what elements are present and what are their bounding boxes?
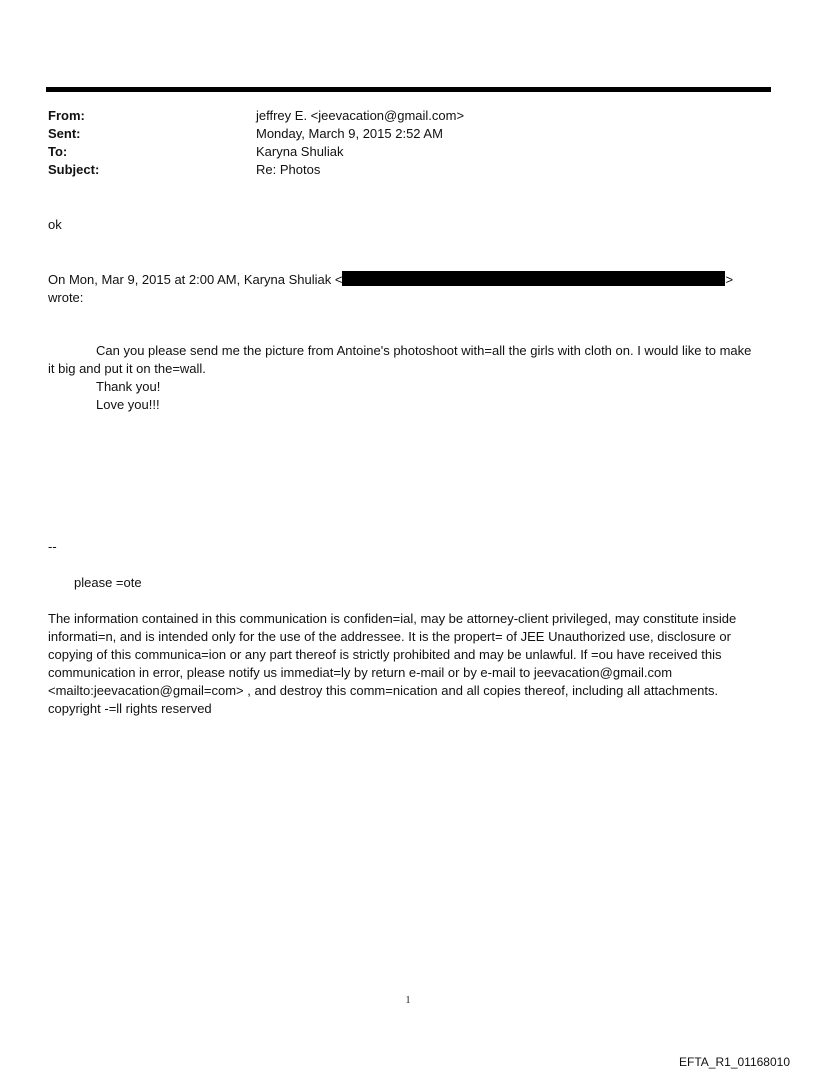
- signature-separator: --: [48, 539, 57, 554]
- quote-intro-end: >: [725, 272, 734, 287]
- quoted-line: Thank you!: [96, 379, 161, 394]
- confidentiality-disclaimer: The information contained in this communication is confiden=ial, may be attorney-client privileged, may constitute inside informati=n, and is intended only for the use of the addressee. It is the propert= of JEE Unauthorized use, disclosure or copying of this communica=ion or any part thereof is strictly prohibited and may be unlawful. If =ou have received this communication in error, please notify us immediat=ly by return e-mail or by e-mail to jeevacation@gmail.com <mailto:jeevacation@gmail=com> , and destroy this comm=nication and all copies thereof, including all attachments. copyright -=ll rights reserved: [48, 611, 737, 716]
- from-label: From:: [48, 108, 85, 123]
- page-number: 1: [405, 995, 411, 1006]
- subject-row: [48, 161, 748, 179]
- subject-label: Subject:: [48, 162, 100, 177]
- quote-intro-start: On Mon, Mar 9, 2015 at 2:00 AM, Karyna Shuliak <: [48, 272, 343, 287]
- redaction-bar: [342, 271, 725, 286]
- quote-intro-wrote: wrote:: [48, 290, 84, 305]
- from-row: [48, 107, 748, 125]
- bates-number: EFTA_R1_01168010: [679, 1055, 790, 1069]
- email-header: [48, 107, 748, 179]
- quoted-message: [48, 342, 760, 414]
- sent-row: [48, 125, 748, 143]
- quoted-line: Love you!!!: [96, 397, 160, 412]
- sent-value: Monday, March 9, 2015 2:52 AM: [256, 126, 443, 141]
- to-value: Karyna Shuliak: [256, 144, 344, 159]
- from-value: jeffrey E. <jeevacation@gmail.com>: [256, 108, 465, 123]
- subject-value: Re: Photos: [256, 162, 321, 177]
- quote-attribution: [48, 271, 768, 307]
- signature-note: please =ote: [74, 575, 142, 590]
- to-row: [48, 143, 748, 161]
- to-label: To:: [48, 144, 68, 159]
- quoted-line: Can you please send me the picture from Antoine's photoshoot with=all the girls with cloth on. I would like to make it big and put it on the=wall.: [48, 343, 752, 376]
- sent-label: Sent:: [48, 126, 81, 141]
- reply-text: ok: [48, 217, 62, 232]
- header-divider: [46, 87, 771, 92]
